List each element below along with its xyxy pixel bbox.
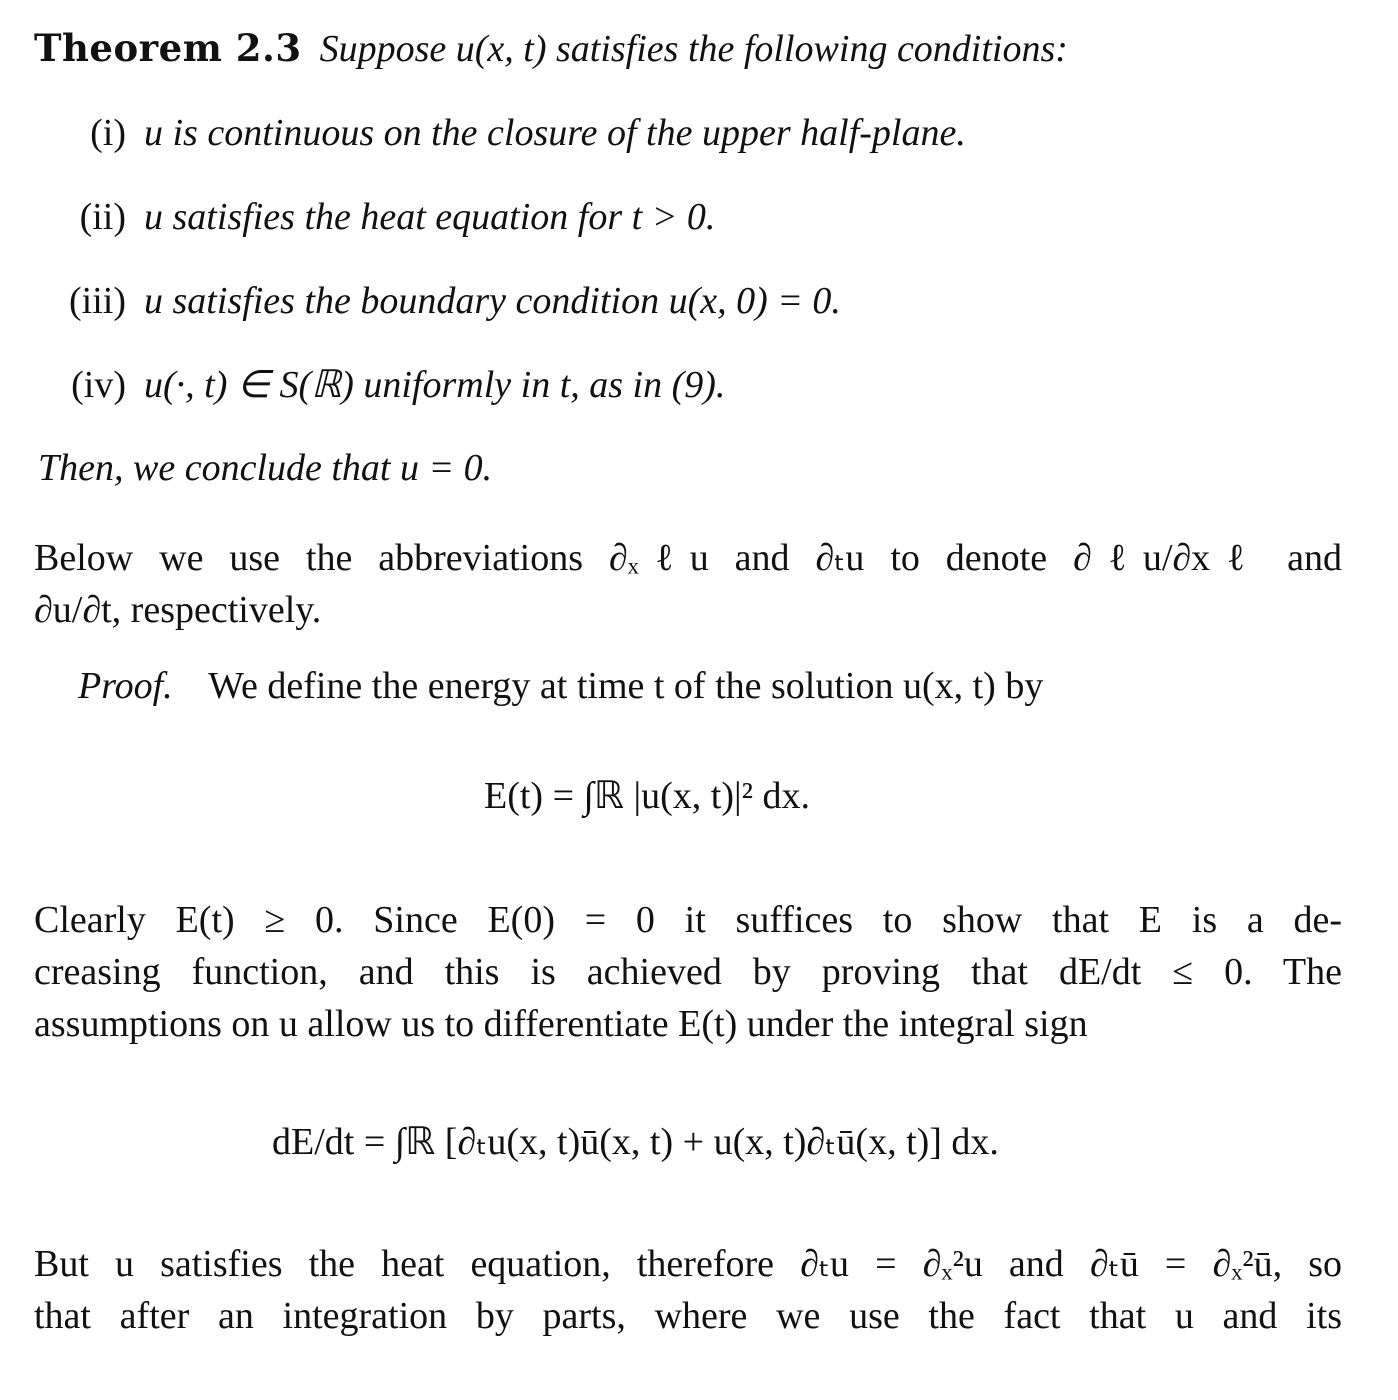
theorem-conclusion: Then, we conclude that u = 0.	[38, 447, 493, 489]
paragraph-1-line-1: Clearly E(t) ≥ 0. Since E(0) = 0 it suffices to show that E is a de-	[34, 899, 1342, 941]
condition-number: (iv)	[71, 364, 126, 406]
condition-3	[34, 274, 1342, 327]
condition-2	[34, 190, 1342, 243]
condition-text: u satisfies the boundary condition u(x, 0) = 0.	[144, 280, 841, 322]
condition-number: (i)	[90, 112, 126, 154]
paragraph-1-line-2: creasing function, and this is achieved by proving that dE/dt ≤ 0. The	[34, 951, 1342, 993]
condition-number: (ii)	[79, 196, 126, 238]
paragraph-2-line-2: that after an integration by parts, where we use the fact that u and its	[34, 1295, 1342, 1337]
condition-number: (iii)	[69, 280, 126, 322]
condition-1	[34, 106, 1342, 159]
paragraph-1-line-3: assumptions on u allow us to differentiate E(t) under the integral sign	[34, 1003, 1088, 1045]
derivative-equation: dE/dt = ∫ℝ [∂ₜu(x, t)ū(x, t) + u(x, t)∂ₜū(x, t)] dx.	[272, 1121, 999, 1163]
condition-text: u satisfies the heat equation for t > 0.	[144, 196, 716, 238]
condition-4	[34, 358, 1342, 411]
energy-equation: E(t) = ∫ℝ |u(x, t)|² dx.	[484, 775, 810, 817]
condition-text: u is continuous on the closure of the upper half-plane.	[144, 112, 966, 154]
theorem-statement: Suppose u(x, t) satisfies the following conditions:	[319, 28, 1068, 70]
abbreviation-line-2: ∂u/∂t, respectively.	[34, 589, 322, 631]
paragraph-2-line-1: But u satisfies the heat equation, therefore ∂ₜu = ∂ₓ²u and ∂ₜū = ∂ₓ²ū, so	[34, 1243, 1342, 1285]
condition-text: u(·, t) ∈ S(ℝ) uniformly in t, as in (9).	[144, 364, 726, 406]
theorem-heading	[34, 22, 1068, 75]
abbreviation-line-1: Below we use the abbreviations ∂ₓℓu and ∂ₜu to denote ∂ℓu/∂xℓ and	[34, 537, 1342, 579]
proof-intro	[78, 660, 1043, 712]
proof-intro-text: We define the energy at time t of the solution u(x, t) by	[208, 665, 1044, 707]
theorem-label: Theorem 2.3	[34, 26, 302, 70]
proof-label: Proof.	[78, 665, 173, 707]
